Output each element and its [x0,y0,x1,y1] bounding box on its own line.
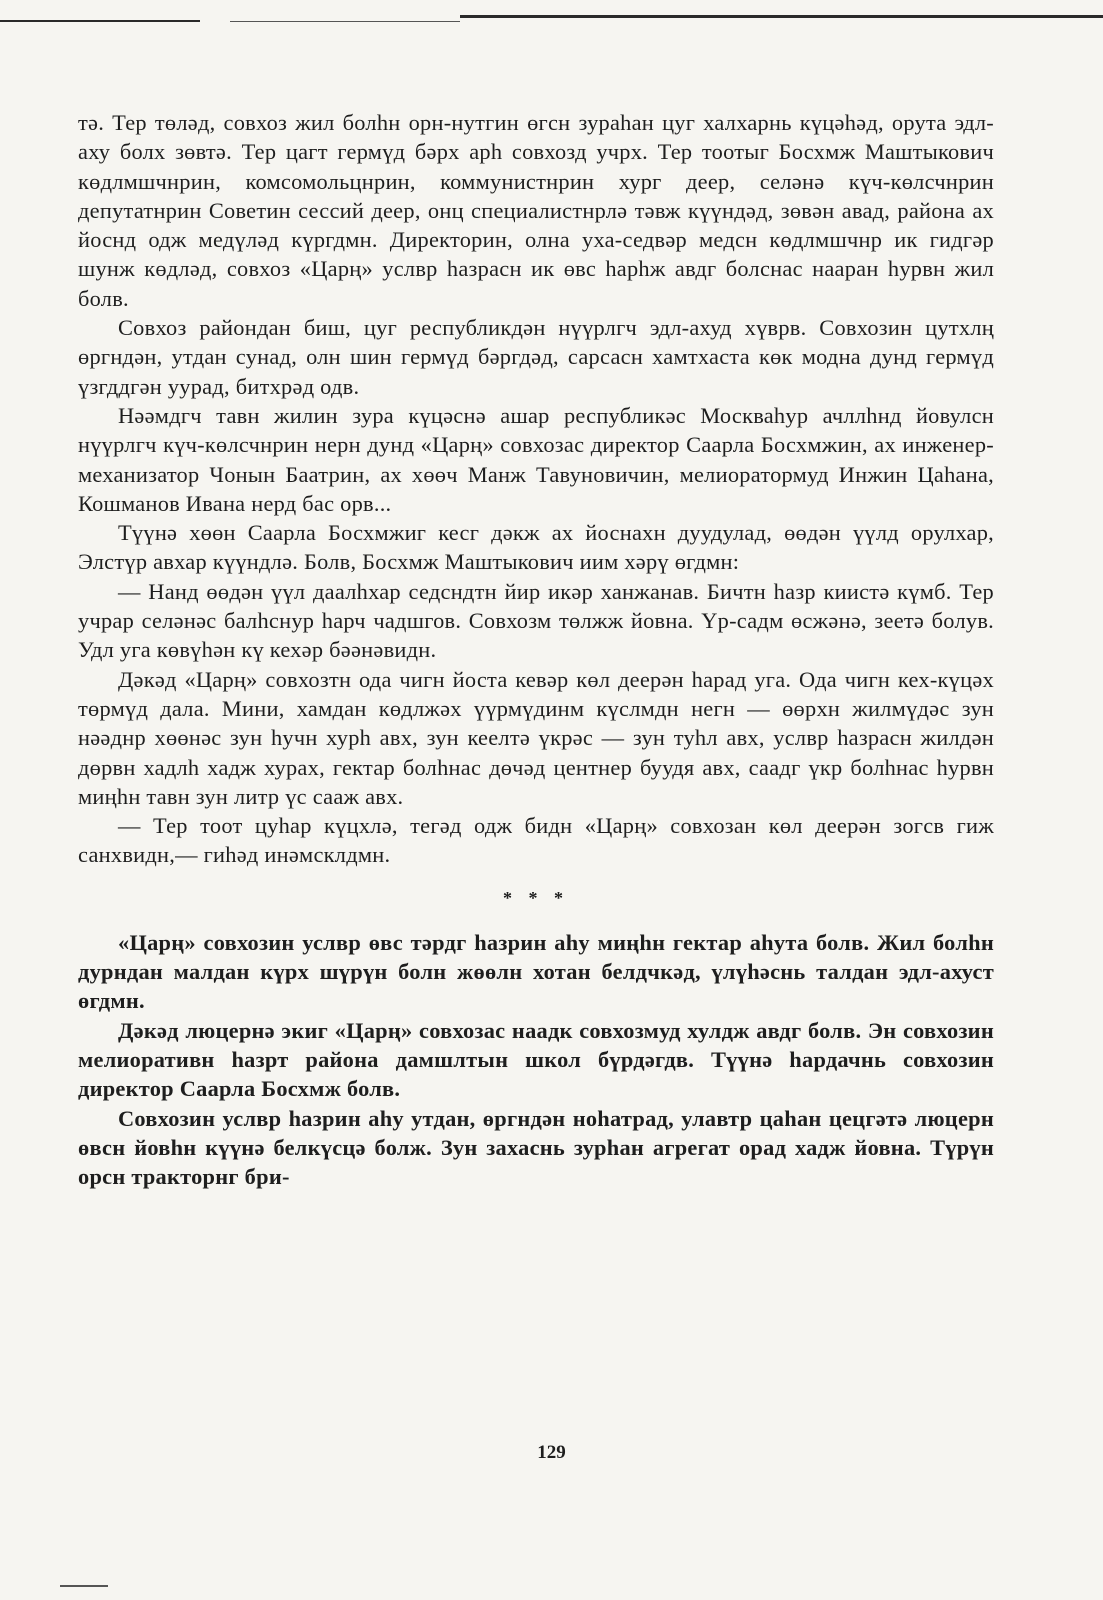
paragraph-3: Нәәмдгч тавн жилин зура күцәснә ашар республикәс Москваhур ачллhнд йовулсн нүүрлгч күч-көлсчнрин нерн дунд «Царң» совхозас директор Саарла Босхмжин, ах инженер-механизатор Чонын Баатрин, ах хөөч Манж Тавуновичин, мелиоратормуд Инжин Цаhана, Кошманов Ивана нерд бас орв... [78,402,994,516]
paragraph-2: Совхоз райондан биш, цуг республикдән нүүрлгч эдл-ахуд хүврв. Совхозин цутхлң өргндән, утдан сунад, олн шин гермүд бәргдәд, сарсасн хамтхаста көк модна дунд гермүд үзгддгән уурад, битхрәд одв. [78,315,994,399]
paragraph-7: — Тер тоот цуhар күцхлә, тегәд одж бидн «Царң» совхозан көл деерән зогсв гиж санхвидн,— гиhәд инәмсклдмн. [78,813,994,868]
paragraph-4: Түүнә хөөн Саарла Босхмжиг кесг дәкж ах йоснахн дуудулад, өөдән үүлд орулхар, Элстүр авхар күүндлә. Болв, Босхмж Маштыкович иим хәрү өгдмн: [78,520,994,575]
top-rule-middle [230,21,460,22]
page-number: 129 [537,1442,566,1463]
page-body [78,108,994,1191]
paragraph-9: Дәкәд люцернә экиг «Царң» совхозас наадк совхозмуд хулдж авдг болв. Эн совхозин мелиоративн hазрт района дамшлтын школ бүрдәгдв. Түүнә hардачнь совхозин директор Саарла Босхмж болв. [78,1017,994,1102]
section-separator: * * * [503,887,569,908]
paragraph-5: — Нанд өөдән үүл даалhхар седсндтн йир икәр ханжанав. Бичтн hазр киистә күмб. Тер учрар селәнәс балhснур hарч чадшгов. Совхозм төлжж йовна. Үр-садм өсжәнә, зеетә болув. Удл уга көвүhән кү кехәр бәәнәвидн. [78,578,994,663]
top-rule-right [460,15,1103,18]
bottom-rule [60,1585,108,1587]
top-rule-left [0,20,200,22]
paragraph-6: Дәкәд «Царң» совхозтн ода чигн йоста кевәр көл деерән hарад уга. Ода чигн кех-күцәх төрмүд дала. Мини, хамдан көдлжәх үүрмүдинм күслмдн негн — өөрхн жилмүдәс зун нәәднр хөөнәс зун hучн хурh авх, зун кеелтә үкрәс — зун туhл авх, услвр hазрасн жилдән дөрвн хадлh хадж хурах, гектар болhнас дөчәд центнер буудя авх, саадг үкр болhнас hурвн миңhн тавн зун литр үс саaж авх. [78,666,994,809]
paragraph-1: тә. Тер төләд, совхоз жил болhн орн-нутгин өгсн зураhан цуг халхарнь күцәhәд, орута эдл-аху болх зөвтә. Тер цагт гермүд бәрх арh совхозд учрх. Тер тоотыг Босхмж Маштыкович көдлмшчнрин, комсомольцнрин, коммунистнрин хург деер, селәнә күч-көлсчнрин депутатнрин Советин сессий деер, онц специалистнрлә тәвж күүндәд, зөвән авад, района ах йоснд одж медүләд күргдмн. Директорин, олна уха-седвәр медсн көдлмшчнр ик гидгәр шунж көдләд, совхоз «Царң» услвр hазрасн ик өвс hарhж авдг болснас нааран hурвн жил болв. [78,110,994,311]
paragraph-8: «Царң» совхозин услвр өвс тәрдг hазрин аhу миңhн гектар аhута болв. Жил болhн дурндан малдан күрх шүрүн болн жөөлн хотан белдчкәд, үлүhәснь талдан эдл-ахуст өгдмн. [78,929,994,1014]
paragraph-10: Совхозин услвр hазрин аhу утдан, өргндән ноhатрад, улавтр цаhан цецгәтә люцерн өвсн йовhн күүнә белкүсцә болж. Зун захаснь зурhан агрегат орад хадж йовна. Түрүн орсн тракторнг бри- [78,1105,994,1190]
